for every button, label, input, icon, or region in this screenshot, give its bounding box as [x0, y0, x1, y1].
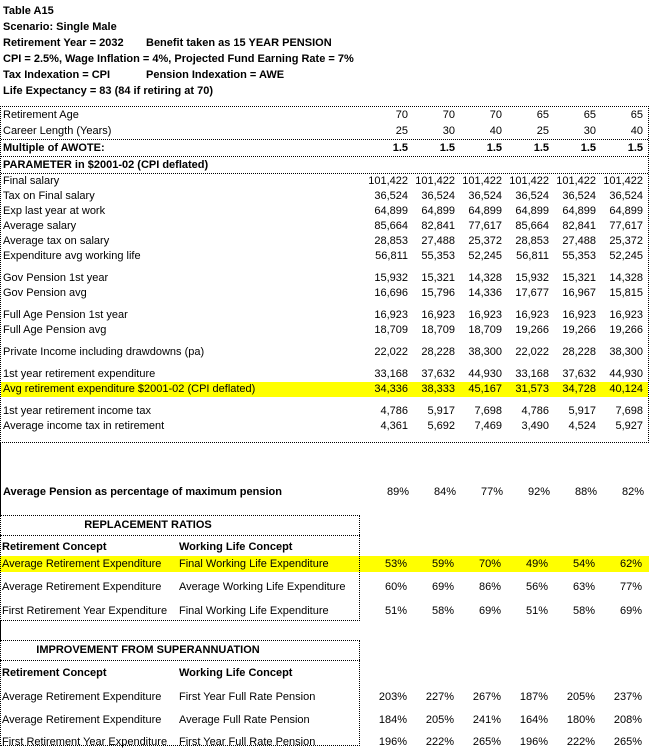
cell-col3: 38,300 — [468, 346, 502, 358]
cell-col6: 62% — [619, 558, 642, 570]
cell-col3 — [460, 157, 507, 173]
row-label — [1, 397, 366, 404]
replacement-ratio-row — [0, 556, 649, 572]
cell-col2: 205% — [425, 714, 454, 726]
working-life-concept-cell: Average Working Life Expenditure — [179, 581, 346, 593]
cell-col4: 56,811 — [516, 250, 549, 262]
cell-col6: 40,124 — [609, 383, 643, 395]
cell-col3: 265% — [472, 736, 501, 748]
cell-col5 — [554, 264, 601, 271]
average-pension-label: Average Pension as percentage of maximum pension — [3, 486, 282, 498]
cell-col1 — [366, 301, 413, 308]
cell-col4: 101,422 — [509, 175, 549, 187]
cell-col1: 25 — [395, 125, 408, 137]
cell-col1 — [366, 360, 413, 367]
retirement-concept-cell: Average Retirement Expenditure — [2, 714, 162, 726]
cell-col1: 15,932 — [374, 272, 408, 284]
cell-col4: 56% — [525, 581, 548, 593]
row-label: Expenditure avg working life — [3, 250, 141, 262]
table-row — [1, 382, 648, 397]
cell-col3: 44,930 — [468, 368, 502, 380]
cell-col2: 18,709 — [421, 324, 455, 336]
average-pension-col4: 92% — [527, 486, 550, 498]
row-label: Full Age Pension 1st year — [3, 309, 128, 321]
row-label: Retirement Age — [3, 109, 79, 121]
cell-col5: 82,841 — [562, 220, 596, 232]
replacement-ratio-row — [0, 580, 649, 595]
cell-col3: 14,336 — [468, 287, 502, 299]
cell-col4: 36,524 — [515, 190, 549, 202]
cell-col6: 36,524 — [609, 190, 643, 202]
cell-col1: 64,899 — [374, 205, 408, 217]
cell-col1: 1.5 — [392, 142, 408, 154]
average-pension-col2: 84% — [433, 486, 456, 498]
cell-col1 — [366, 397, 413, 404]
cell-col6: 14,328 — [609, 272, 643, 284]
cell-col6: 19,266 — [609, 324, 643, 336]
cell-col2 — [413, 397, 460, 404]
cell-col1: 70 — [395, 109, 408, 121]
table-row — [1, 345, 648, 360]
table-header-block — [3, 3, 354, 99]
replacement-ratios-section — [0, 515, 649, 621]
cell-col1: 4,361 — [380, 420, 408, 432]
cell-col4 — [507, 157, 554, 173]
row-label: 1st year retirement income tax — [3, 405, 151, 417]
row-label — [1, 264, 366, 271]
cell-col2: 69% — [431, 581, 454, 593]
retirement-year-line — [3, 35, 354, 51]
cell-col1 — [366, 338, 413, 345]
table-title: Table A15 — [3, 5, 54, 17]
cell-col2: 55,353 — [421, 250, 455, 262]
cell-col3: 40 — [489, 125, 502, 137]
working-life-concept-cell: Final Working Life Expenditure — [179, 558, 329, 570]
cell-col1: 33,168 — [374, 368, 408, 380]
cell-col4: 22,022 — [515, 346, 549, 358]
replacement-ratios-column-headers — [0, 539, 649, 555]
cell-col5: 19,266 — [562, 324, 596, 336]
row-label — [1, 338, 366, 345]
cell-col2: 82,841 — [421, 220, 455, 232]
column-a-border-remnant — [0, 621, 2, 640]
cell-col6 — [601, 301, 648, 308]
life-expectancy-line: Life Expectancy = 83 (84 if retiring at 70) — [3, 85, 213, 97]
cell-col6: 265% — [613, 736, 642, 748]
table-row — [1, 323, 648, 338]
cell-col6: 52,245 — [609, 250, 643, 262]
improvement-title: IMPROVEMENT FROM SUPERANNUATION — [0, 640, 360, 661]
row-label: Average tax on salary — [3, 235, 110, 247]
table-row — [1, 308, 648, 323]
cell-col4: 51% — [525, 605, 548, 617]
retirement-concept-cell: Average Retirement Expenditure — [2, 558, 162, 570]
row-label: Final salary — [3, 175, 60, 187]
table-row — [1, 360, 648, 367]
cell-col3 — [460, 338, 507, 345]
cell-col6: 7,698 — [615, 405, 643, 417]
cell-col1: 56,811 — [375, 250, 408, 262]
cell-col5: 1.5 — [580, 142, 596, 154]
cell-col5: 15,321 — [562, 272, 596, 284]
working-life-concept-cell: First Year Full Rate Pension — [179, 691, 316, 703]
cell-col4: 33,168 — [515, 368, 549, 380]
cell-col6: 16,923 — [609, 309, 643, 321]
cell-col2: 15,796 — [421, 287, 455, 299]
cell-col3: 7,698 — [474, 405, 502, 417]
cell-col5 — [554, 397, 601, 404]
working-life-concept-header: Working Life Concept — [179, 667, 293, 679]
retirement-concept-header: Retirement Concept — [2, 541, 107, 553]
cell-col6: 64,899 — [609, 205, 643, 217]
cell-col3: 267% — [472, 691, 501, 703]
cell-col3 — [460, 264, 507, 271]
replacement-ratios-rows — [0, 556, 649, 619]
row-label: Career Length (Years) — [3, 125, 112, 137]
cell-col1: 203% — [378, 691, 407, 703]
cell-col5 — [554, 157, 601, 173]
cell-col1: 53% — [384, 558, 407, 570]
table-row — [1, 397, 648, 404]
cell-col4: 16,923 — [515, 309, 549, 321]
cell-col5: 34,728 — [562, 383, 596, 395]
cell-col5: 55,353 — [562, 250, 596, 262]
row-label: Gov Pension avg — [3, 287, 87, 299]
cell-col1: 51% — [384, 605, 407, 617]
table-row — [1, 271, 648, 286]
cell-col4: 4,786 — [521, 405, 549, 417]
retirement-year-label: Retirement Year = 2032 — [3, 37, 124, 49]
row-label: 1st year retirement expenditure — [3, 368, 156, 380]
cell-col3 — [460, 301, 507, 308]
cell-col2: 36,524 — [421, 190, 455, 202]
retirement-concept-header: Retirement Concept — [2, 667, 107, 679]
cell-col6 — [601, 338, 648, 345]
cell-col3: 7,469 — [474, 420, 502, 432]
average-pension-section — [0, 443, 649, 515]
cell-col3: 77,617 — [468, 220, 502, 232]
cell-col1 — [366, 157, 413, 173]
cell-col2: 38,333 — [421, 383, 455, 395]
cell-col6: 1.5 — [627, 142, 643, 154]
cell-col4: 3,490 — [521, 420, 549, 432]
cell-col2: 101,422 — [415, 175, 455, 187]
cell-col3: 52,245 — [468, 250, 502, 262]
table-row — [1, 219, 648, 234]
improvement-row — [0, 735, 649, 750]
cell-col5: 64,899 — [562, 205, 596, 217]
cell-col5: 36,524 — [562, 190, 596, 202]
cell-col5 — [554, 301, 601, 308]
cell-col6 — [601, 360, 648, 367]
cell-col5: 27,488 — [562, 235, 596, 247]
cell-col6: 25,372 — [609, 235, 643, 247]
improvement-rows — [0, 690, 649, 750]
cell-col6: 40 — [630, 125, 643, 137]
cell-col4: 17,677 — [515, 287, 549, 299]
cell-col4: 19,266 — [515, 324, 549, 336]
cell-col5: 37,632 — [562, 368, 596, 380]
cell-col4 — [507, 301, 554, 308]
assumptions-line: CPI = 2.5%, Wage Inflation = 4%, Projected Fund Earning Rate = 7% — [3, 53, 354, 65]
cell-col1: 184% — [378, 714, 407, 726]
cell-col1: 4,786 — [380, 405, 408, 417]
average-pension-row — [1, 485, 649, 500]
cell-col3: 101,422 — [462, 175, 502, 187]
retirement-concept-cell: First Retirement Year Expenditure — [2, 736, 168, 748]
cell-col5: 4,524 — [568, 420, 596, 432]
retirement-concept-cell: First Retirement Year Expenditure — [2, 605, 168, 617]
table-row — [1, 204, 648, 219]
replacement-ratio-row — [0, 604, 649, 619]
cell-col1: 101,422 — [368, 175, 408, 187]
table-row — [1, 157, 648, 174]
row-label: Tax on Final salary — [3, 190, 95, 202]
table-row — [1, 189, 648, 204]
cell-col5: 101,422 — [556, 175, 596, 187]
cell-col5: 205% — [566, 691, 595, 703]
cell-col4 — [507, 397, 554, 404]
cell-col1: 18,709 — [374, 324, 408, 336]
cell-col3: 25,372 — [468, 235, 502, 247]
table-row — [1, 264, 648, 271]
cell-col6: 77,617 — [609, 220, 643, 232]
table-row — [1, 174, 648, 189]
cell-col1: 16,923 — [374, 309, 408, 321]
cell-col6: 38,300 — [609, 346, 643, 358]
cell-col5: 222% — [566, 736, 595, 748]
improvement-column-headers — [0, 665, 649, 681]
indexation-line — [3, 67, 354, 83]
cell-col5: 58% — [572, 605, 595, 617]
cell-col1: 36,524 — [374, 190, 408, 202]
cell-col3: 64,899 — [468, 205, 502, 217]
cell-col4: 196% — [519, 736, 548, 748]
row-label: Full Age Pension avg — [3, 324, 107, 336]
retirement-concept-cell: Average Retirement Expenditure — [2, 691, 162, 703]
tax-indexation-label: Tax Indexation = CPI — [3, 69, 111, 81]
cell-col6: 65 — [630, 109, 643, 121]
cell-col4: 85,664 — [515, 220, 549, 232]
cell-col2 — [413, 157, 460, 173]
benefit-taken-label: Benefit taken as 15 YEAR PENSION — [146, 37, 332, 49]
cell-col3: 45,167 — [468, 383, 502, 395]
working-life-concept-cell: Final Working Life Expenditure — [179, 605, 329, 617]
table-row — [1, 367, 648, 382]
table-row — [1, 140, 648, 157]
table-row — [1, 234, 648, 249]
cell-col3: 18,709 — [468, 324, 502, 336]
cell-col3: 36,524 — [468, 190, 502, 202]
cell-col1: 196% — [378, 736, 407, 748]
pension-indexation-label: Pension Indexation = AWE — [146, 69, 285, 81]
cell-col4: 28,853 — [515, 235, 549, 247]
cell-col3: 86% — [478, 581, 501, 593]
cell-col4: 187% — [519, 691, 548, 703]
table-row — [1, 419, 648, 434]
cell-col2: 222% — [425, 736, 454, 748]
cell-col5: 63% — [572, 581, 595, 593]
replacement-ratios-title: REPLACEMENT RATIOS — [0, 515, 360, 536]
average-pension-col6: 82% — [621, 486, 644, 498]
cell-col3 — [460, 397, 507, 404]
cell-col2: 1.5 — [439, 142, 455, 154]
cell-col3: 14,328 — [468, 272, 502, 284]
cell-col5: 54% — [572, 558, 595, 570]
row-label — [1, 360, 366, 367]
table-row — [1, 404, 648, 419]
cell-col6: 237% — [613, 691, 642, 703]
cell-col5 — [554, 360, 601, 367]
row-label: Multiple of AWOTE: — [3, 142, 105, 154]
cell-col6 — [601, 397, 648, 404]
cell-col4: 49% — [525, 558, 548, 570]
cell-col4 — [507, 338, 554, 345]
cell-col2: 16,923 — [421, 309, 455, 321]
cell-col5: 180% — [566, 714, 595, 726]
cell-col5: 16,923 — [562, 309, 596, 321]
cell-col4 — [507, 360, 554, 367]
cell-col2: 37,632 — [421, 368, 455, 380]
working-life-concept-cell: First Year Full Rate Pension — [179, 736, 316, 748]
main-parameter-table — [0, 106, 649, 443]
cell-col3: 69% — [478, 605, 501, 617]
cell-col3 — [460, 360, 507, 367]
table-row — [1, 286, 648, 301]
cell-col4: 25 — [536, 125, 549, 137]
row-label: Exp last year at work — [3, 205, 106, 217]
cell-col6: 5,927 — [615, 420, 643, 432]
cell-col5: 5,917 — [568, 405, 596, 417]
table-row — [1, 123, 648, 140]
cell-col4: 164% — [519, 714, 548, 726]
cell-col2 — [413, 338, 460, 345]
cell-col3: 241% — [472, 714, 501, 726]
improvement-row — [0, 713, 649, 728]
cell-col5: 16,967 — [562, 287, 596, 299]
cell-col3: 70 — [489, 109, 502, 121]
table-row — [1, 301, 648, 308]
improvement-superannuation-section — [0, 640, 649, 746]
average-pension-col1: 89% — [386, 486, 409, 498]
cell-col4: 31,573 — [515, 383, 549, 395]
scenario-line: Scenario: Single Male — [3, 21, 117, 33]
retirement-concept-cell: Average Retirement Expenditure — [2, 581, 162, 593]
cell-col3: 1.5 — [486, 142, 502, 154]
cell-col5: 65 — [583, 109, 596, 121]
cell-col1: 60% — [384, 581, 407, 593]
cell-col6: 69% — [619, 605, 642, 617]
cell-col4: 65 — [536, 109, 549, 121]
cell-col2 — [413, 264, 460, 271]
cell-col6: 208% — [613, 714, 642, 726]
cell-col1: 28,853 — [374, 235, 408, 247]
cell-col6: 15,815 — [609, 287, 643, 299]
cell-col6 — [601, 264, 648, 271]
cell-col6: 101,422 — [603, 175, 643, 187]
cell-col1: 16,696 — [374, 287, 408, 299]
cell-col4: 15,932 — [515, 272, 549, 284]
row-label: Gov Pension 1st year — [3, 272, 109, 284]
working-life-concept-cell: Average Full Rate Pension — [179, 714, 310, 726]
cell-col1 — [366, 264, 413, 271]
row-label: Private Income including drawdowns (pa) — [3, 346, 205, 358]
cell-col2 — [413, 301, 460, 308]
cell-col2: 27,488 — [421, 235, 455, 247]
cell-col4: 64,899 — [515, 205, 549, 217]
cell-col6: 44,930 — [609, 368, 643, 380]
cell-col3: 70% — [478, 558, 501, 570]
row-label — [1, 301, 366, 308]
average-pension-col5: 88% — [574, 486, 597, 498]
cell-col2: 5,917 — [427, 405, 455, 417]
cell-col2 — [413, 360, 460, 367]
cell-col2: 70 — [442, 109, 455, 121]
cell-col6 — [601, 157, 648, 173]
cell-col2: 15,321 — [421, 272, 455, 284]
cell-col5: 28,228 — [562, 346, 596, 358]
cell-col1: 34,336 — [374, 383, 408, 395]
cell-col5 — [554, 338, 601, 345]
cell-col5: 30 — [583, 125, 596, 137]
table-row — [1, 107, 648, 123]
average-pension-col3: 77% — [480, 486, 503, 498]
cell-col2: 227% — [425, 691, 454, 703]
cell-col4: 1.5 — [533, 142, 549, 154]
cell-col6: 77% — [619, 581, 642, 593]
row-label: Average income tax in retirement — [3, 420, 165, 432]
table-row — [1, 249, 648, 264]
cell-col1: 85,664 — [374, 220, 408, 232]
cell-col4 — [507, 264, 554, 271]
cell-col2: 30 — [442, 125, 455, 137]
row-label: Average salary — [3, 220, 77, 232]
cell-col1: 22,022 — [374, 346, 408, 358]
cell-col2: 5,692 — [427, 420, 455, 432]
cell-col2: 28,228 — [421, 346, 455, 358]
cell-col2: 58% — [431, 605, 454, 617]
row-label: Avg retirement expenditure $2001-02 (CPI deflated) — [3, 383, 256, 395]
cell-col2: 64,899 — [421, 205, 455, 217]
working-life-concept-header: Working Life Concept — [179, 541, 293, 553]
cell-col2: 59% — [431, 558, 454, 570]
row-label: PARAMETER in $2001-02 (CPI deflated) — [3, 159, 209, 171]
improvement-row — [0, 690, 649, 705]
table-row — [1, 338, 648, 345]
cell-col3: 16,923 — [468, 309, 502, 321]
